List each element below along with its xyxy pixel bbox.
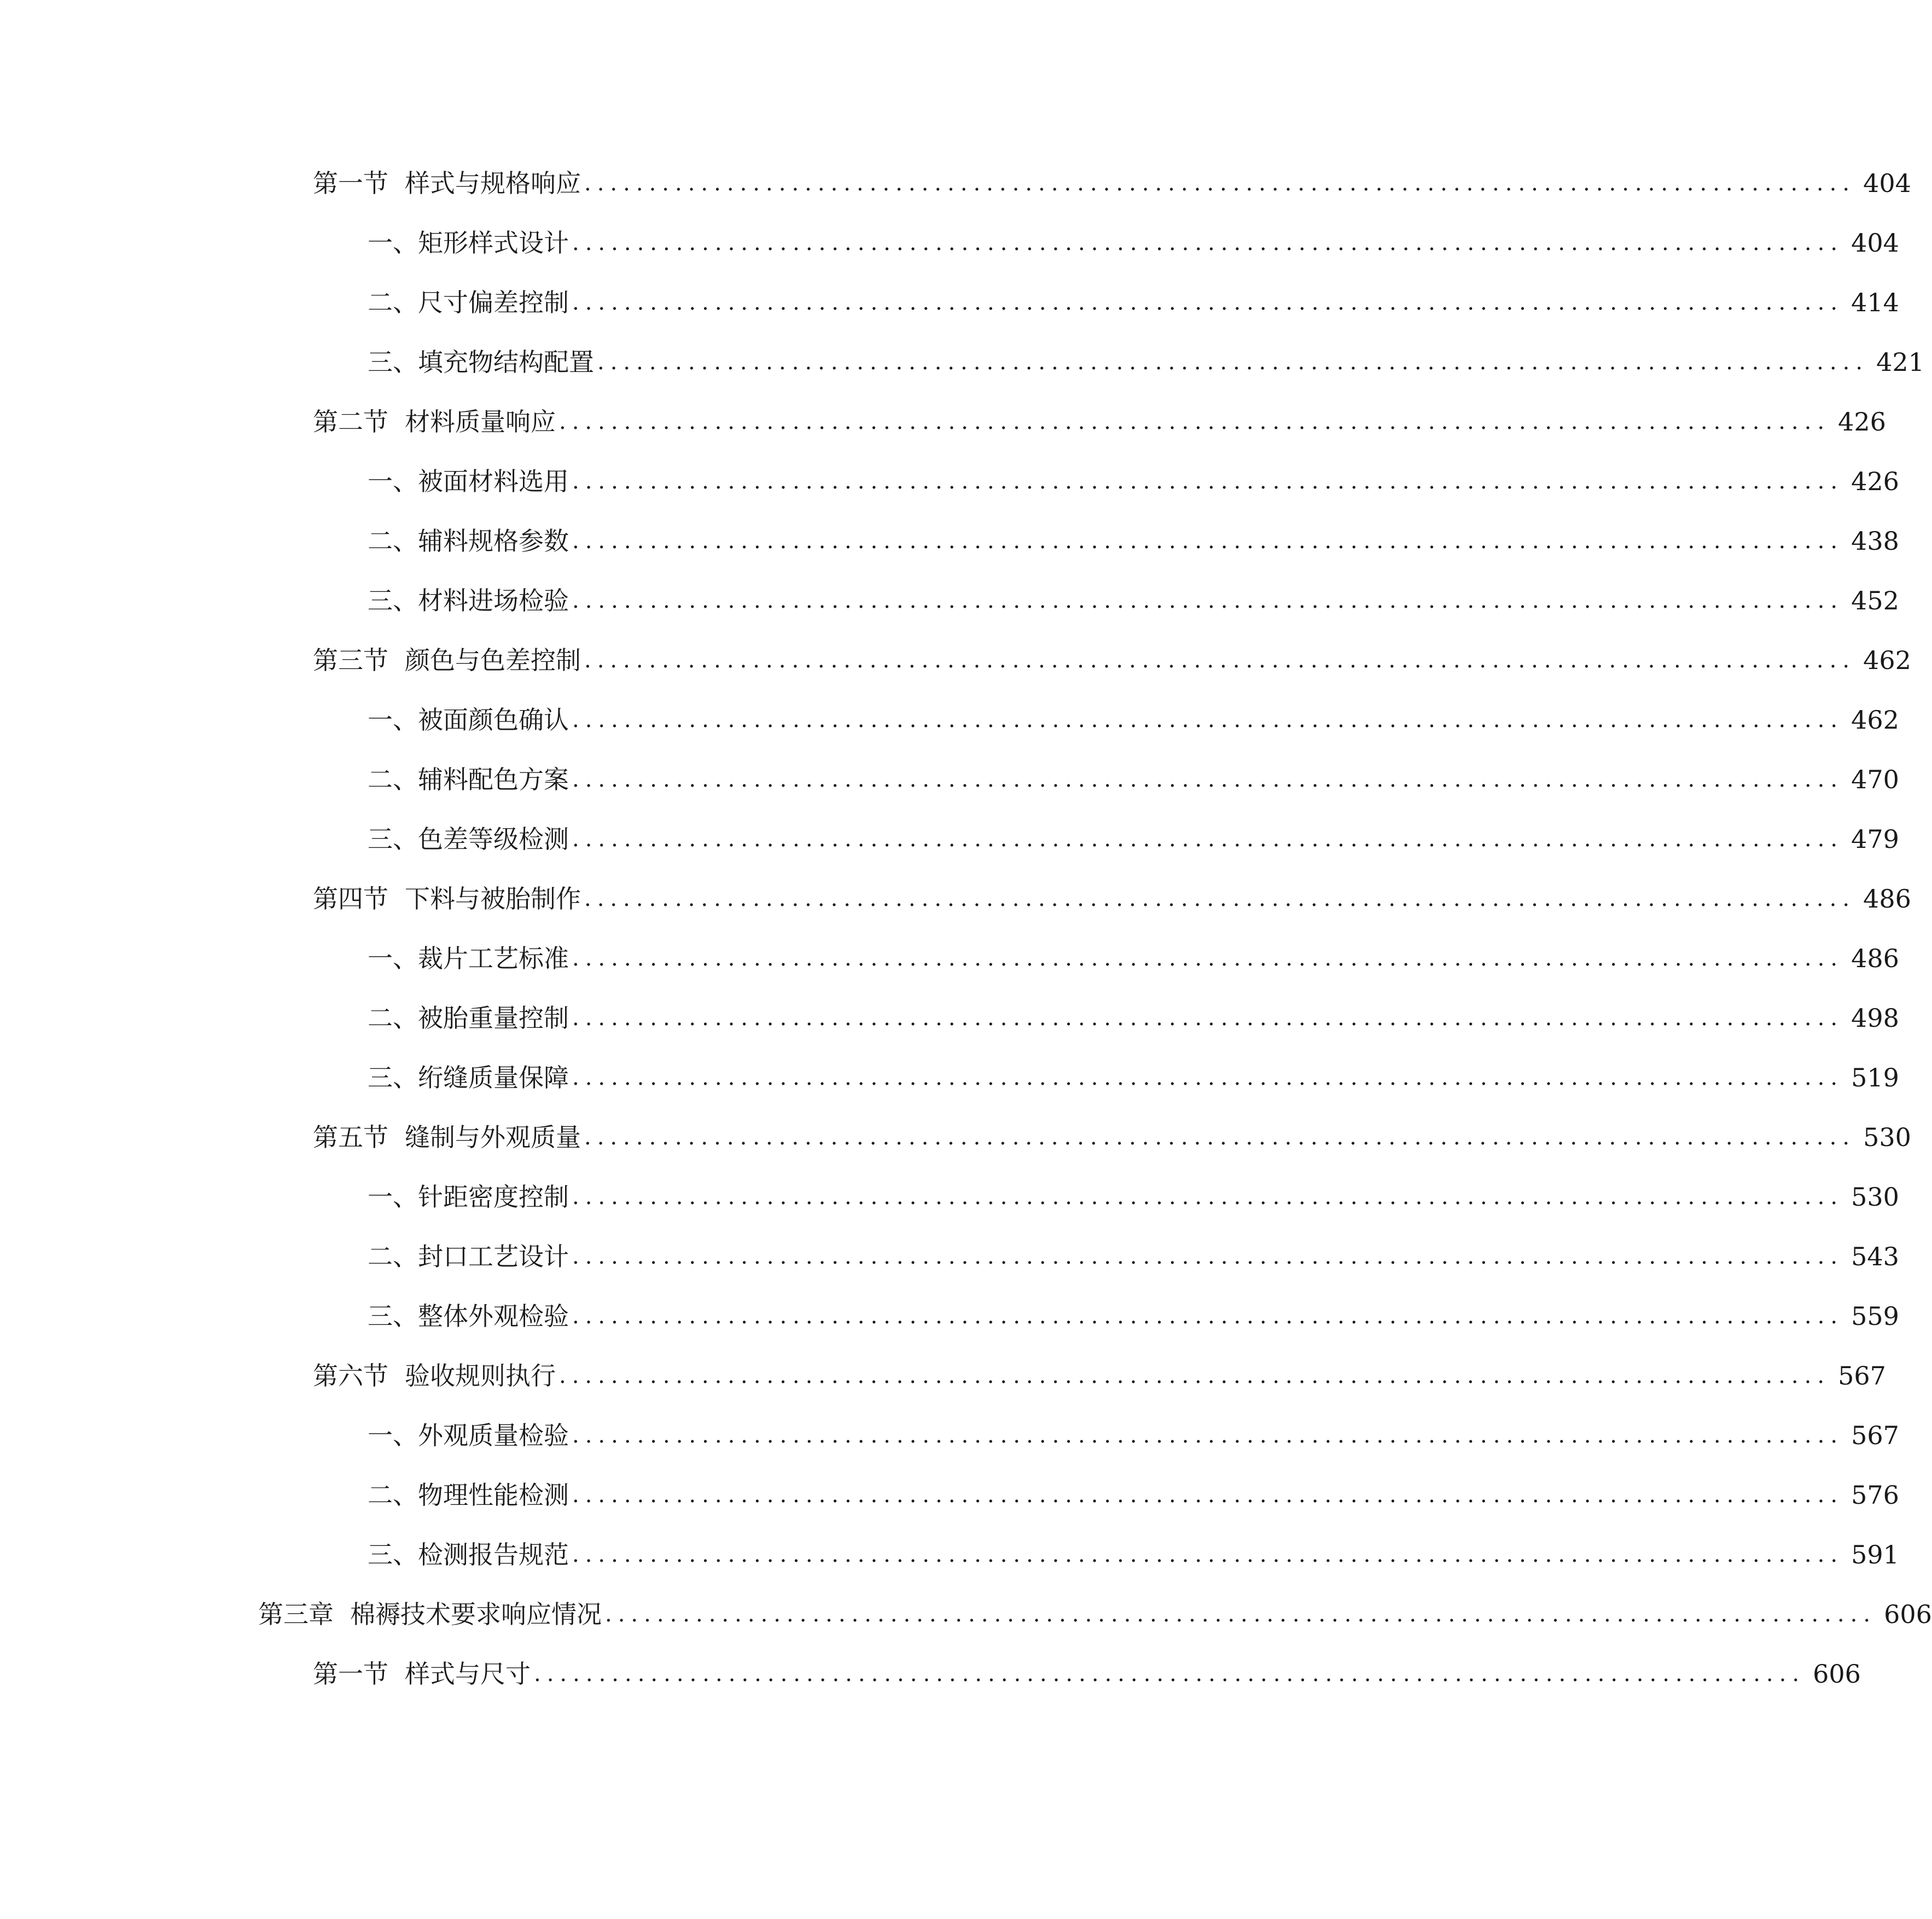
toc-entry-page: 404	[1851, 228, 1899, 258]
toc-entry-number: 一、	[368, 1421, 418, 1450]
toc-entry-number: 第一节	[313, 1659, 388, 1689]
toc-entry-number: 第三章	[258, 1600, 334, 1629]
toc-entry-title: 检测报告规范	[418, 1540, 569, 1569]
toc-entry-title: 辅料规格参数	[418, 526, 569, 556]
toc-entry-page: 452	[1851, 586, 1899, 615]
toc-entry-title: 材料质量响应	[405, 407, 556, 437]
toc-entry[interactable]	[368, 1175, 1899, 1219]
toc-entry-page: 414	[1851, 288, 1899, 317]
toc-entry[interactable]	[313, 1115, 1911, 1159]
toc-entry-title: 材料进场检验	[418, 586, 569, 615]
dot-leader: ..................................................................................................	[597, 350, 1869, 375]
toc-entry-title: 被胎重量控制	[418, 1003, 569, 1033]
toc-entry-page: 421	[1876, 347, 1924, 377]
toc-entry-page: 462	[1851, 705, 1899, 735]
toc-entry[interactable]	[368, 579, 1899, 623]
toc-entry-number: 二、	[368, 1242, 418, 1271]
toc-entry-number: 一、	[368, 228, 418, 258]
toc-entry-page: 543	[1851, 1242, 1899, 1271]
dot-leader: ..................................................................................................	[572, 1005, 1844, 1031]
toc-entry[interactable]	[368, 1414, 1899, 1457]
dot-leader: ..................................................................................................	[572, 1184, 1844, 1209]
dot-leader: ..................................................................................................	[584, 648, 1856, 673]
toc-entry[interactable]	[368, 1294, 1899, 1338]
toc-entry-number: 第五节	[313, 1123, 388, 1152]
toc-entry-page: 559	[1851, 1301, 1899, 1331]
toc-entry[interactable]	[368, 1473, 1899, 1517]
toc-entry[interactable]	[368, 758, 1899, 801]
toc-entry-title: 外观质量检验	[418, 1421, 569, 1450]
toc-entry-number: 二、	[368, 288, 418, 317]
toc-entry-number: 一、	[368, 944, 418, 973]
toc-entry-title: 绗缝质量保障	[418, 1063, 569, 1092]
dot-leader: ..................................................................................................	[572, 1482, 1844, 1508]
toc-entry-number: 三、	[368, 1301, 418, 1331]
toc-entry-number: 第二节	[313, 407, 388, 437]
toc-entry[interactable]	[368, 460, 1899, 503]
dot-leader: ..................................................................................................	[572, 827, 1844, 852]
toc-entry-page: 606	[1813, 1659, 1861, 1689]
toc-entry-title: 尺寸偏差控制	[418, 288, 569, 317]
toc-entry-page: 576	[1851, 1480, 1899, 1510]
dot-leader: ..................................................................................................	[572, 230, 1844, 255]
toc-entry-title: 样式与尺寸	[405, 1659, 531, 1689]
toc-entry-page: 479	[1851, 824, 1899, 854]
toc-entry-page: 486	[1863, 884, 1911, 914]
toc-entry-number: 二、	[368, 765, 418, 794]
dot-leader: ..................................................................................................	[572, 290, 1844, 315]
toc-entry[interactable]	[313, 1652, 1861, 1696]
toc-entry-title: 封口工艺设计	[418, 1242, 569, 1271]
dot-leader: ..................................................................................................	[572, 469, 1844, 494]
dot-leader: ..................................................................................................	[559, 409, 1831, 434]
toc-entry-page: 404	[1863, 168, 1911, 198]
dot-leader: ..................................................................................................	[572, 528, 1844, 554]
toc-entry-page: 519	[1851, 1063, 1899, 1092]
toc-entry-page: 470	[1851, 765, 1899, 794]
toc-entry-title: 整体外观检验	[418, 1301, 569, 1331]
dot-leader: ..................................................................................................	[572, 707, 1844, 732]
dot-leader: ..................................................................................................	[572, 946, 1844, 971]
toc-entry-page: 498	[1851, 1003, 1899, 1033]
toc-entry[interactable]	[368, 1235, 1899, 1278]
toc-entry-page: 426	[1838, 407, 1886, 437]
toc-entry-page: 567	[1838, 1361, 1886, 1391]
toc-entry-number: 三、	[368, 347, 418, 377]
toc-entry-page: 438	[1851, 526, 1899, 556]
toc-entry[interactable]	[368, 996, 1899, 1040]
toc-entry-page: 530	[1863, 1123, 1911, 1152]
toc-entry-number: 二、	[368, 526, 418, 556]
toc-entry-number: 三、	[368, 824, 418, 854]
toc-entry[interactable]	[368, 221, 1899, 265]
dot-leader: ..................................................................................................	[534, 1661, 1806, 1687]
toc-entry-page: 567	[1851, 1421, 1899, 1450]
dot-leader: ..................................................................................................	[572, 588, 1844, 613]
toc-entry[interactable]	[368, 698, 1899, 742]
toc-entry-number: 二、	[368, 1480, 418, 1510]
toc-entry-number: 第六节	[313, 1361, 388, 1391]
dot-leader: ..................................................................................................	[572, 1065, 1844, 1090]
toc-entry-number: 三、	[368, 1540, 418, 1569]
toc-entry-number: 三、	[368, 1063, 418, 1092]
toc-entry-number: 第一节	[313, 168, 388, 198]
toc-entry-title: 棉褥技术要求响应情况	[350, 1600, 602, 1629]
toc-entry-title: 被面颜色确认	[418, 705, 569, 735]
toc-entry[interactable]	[368, 817, 1899, 861]
toc-entry-number: 三、	[368, 586, 418, 615]
toc-entry-page: 606	[1884, 1600, 1932, 1629]
toc-entry-page: 530	[1851, 1182, 1899, 1212]
toc-entry[interactable]	[368, 281, 1899, 324]
toc-entry-number: 第三节	[313, 646, 388, 675]
toc-entry-number: 一、	[368, 1182, 418, 1212]
dot-leader: ..................................................................................................	[584, 1125, 1856, 1150]
toc-entry-title: 辅料配色方案	[418, 765, 569, 794]
dot-leader: ..................................................................................................	[572, 1304, 1844, 1329]
toc-entry-number: 一、	[368, 467, 418, 496]
toc-entry-title: 裁片工艺标准	[418, 944, 569, 973]
toc-entry-page: 426	[1851, 467, 1899, 496]
dot-leader: ..................................................................................................	[572, 1542, 1844, 1567]
toc-entry[interactable]	[313, 638, 1911, 682]
dot-leader: ..................................................................................................	[572, 767, 1844, 792]
toc-entry-title: 色差等级检测	[418, 824, 569, 854]
toc-entry[interactable]	[313, 1354, 1886, 1398]
toc-entry-title: 缝制与外观质量	[405, 1123, 581, 1152]
toc-entry-number: 一、	[368, 705, 418, 735]
toc-entry-title: 下料与被胎制作	[405, 884, 581, 914]
toc-entry[interactable]	[313, 400, 1886, 444]
toc-entry[interactable]	[368, 937, 1899, 980]
toc-entry-title: 验收规则执行	[405, 1361, 556, 1391]
toc-entry-title: 物理性能检测	[418, 1480, 569, 1510]
toc-entry-title: 填充物结构配置	[418, 347, 594, 377]
toc-entry-number: 第四节	[313, 884, 388, 914]
toc-entry-page: 591	[1851, 1540, 1899, 1569]
toc-entry-title: 矩形样式设计	[418, 228, 569, 258]
dot-leader: ..................................................................................................	[559, 1363, 1831, 1388]
dot-leader: ..................................................................................................	[605, 1602, 1877, 1627]
toc-entry-number: 二、	[368, 1003, 418, 1033]
toc-entry[interactable]	[313, 877, 1911, 921]
toc-entry[interactable]	[368, 519, 1899, 563]
toc-entry[interactable]	[368, 340, 1924, 384]
toc-entry-title: 颜色与色差控制	[405, 646, 581, 675]
toc-entry[interactable]	[368, 1533, 1899, 1577]
dot-leader: ..................................................................................................	[572, 1423, 1844, 1448]
dot-leader: ..................................................................................................	[584, 171, 1856, 196]
toc-entry-page: 462	[1863, 646, 1911, 675]
dot-leader: ..................................................................................................	[584, 886, 1856, 911]
toc-entry[interactable]	[368, 1056, 1899, 1100]
toc-entry-page: 486	[1851, 944, 1899, 973]
toc-entry-title: 样式与规格响应	[405, 168, 581, 198]
toc-entry-title: 被面材料选用	[418, 467, 569, 496]
toc-entry[interactable]	[313, 161, 1911, 205]
toc-entry-title: 针距密度控制	[418, 1182, 569, 1212]
dot-leader: ..................................................................................................	[572, 1244, 1844, 1269]
toc-entry[interactable]	[258, 1592, 1932, 1636]
